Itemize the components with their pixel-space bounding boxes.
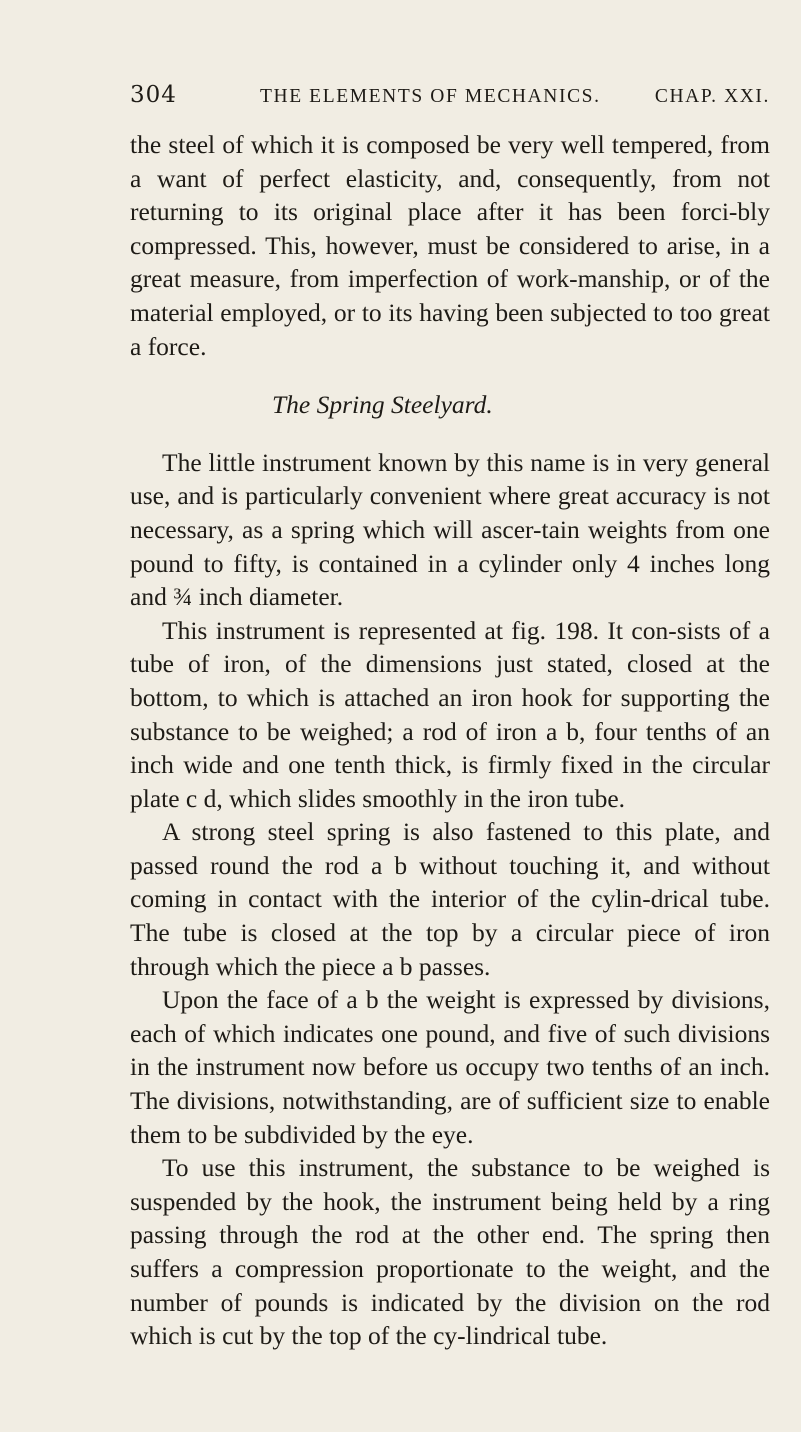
- running-title: THE ELEMENTS OF MECHANICS.: [260, 86, 601, 107]
- paragraph: This instrument is represented at fig. 198. It con-sists of a tube of iron, of the dimensions just stated, closed at the bottom, to which is attached an iron hook for supporting the substance to be weighed; a rod of iron a b, four tenths of an inch wide and one tenth thick, is firmly fixed in the circular plate c d, which slides smoothly in the iron tube.: [130, 615, 770, 813]
- page-number: 304: [130, 82, 177, 108]
- paragraph: Upon the face of a b the weight is expressed by divisions, each of which indicates one pound, and five of such divisions in the instrument now before us occupy two tenths of an inch. The divisions, notwithstanding, are of sufficient size to enable them to be subdivided by the eye.: [130, 985, 770, 1149]
- body-text: [130, 128, 770, 1353]
- paragraph: The little instrument known by this name is in very general use, and is particularly convenient where great accuracy is not necessary, as a spring which will ascer-tain weights from one pound to fifty, is contained in a cylinder only 4 inches long and ¾ inch diameter.: [130, 447, 770, 612]
- section-heading: The Spring Steelyard.: [272, 390, 493, 420]
- running-head: [130, 82, 770, 112]
- paragraph: To use this instrument, the substance to be weighed is suspended by the hook, the instrument being held by a ring passing through the rod at the other end. The spring then suffers a compression proportionate to the weight, and the number of pounds is indicated by the division on the rod which is cut by the top of the cy-lindrical tube.: [130, 1153, 770, 1351]
- paragraph: A strong steel spring is also fastened to this plate, and passed round the rod a b without touching it, and without coming in contact with the interior of the cylin-drical tube. The tube is closed at the top by a circular piece of iron through which the piece a b passes.: [130, 817, 770, 981]
- chapter-label: CHAP. XXI.: [654, 86, 770, 107]
- paragraph-continued: the steel of which it is composed be very well tempered, from a want of perfect elasticity, and, consequently, from not returning to its original place after it has been forci-bly compressed. This, however, must be considered to arise, in a great measure, from imperfection of work-manship, or of the material employed, or to its having been subjected to too great a force.: [130, 130, 770, 361]
